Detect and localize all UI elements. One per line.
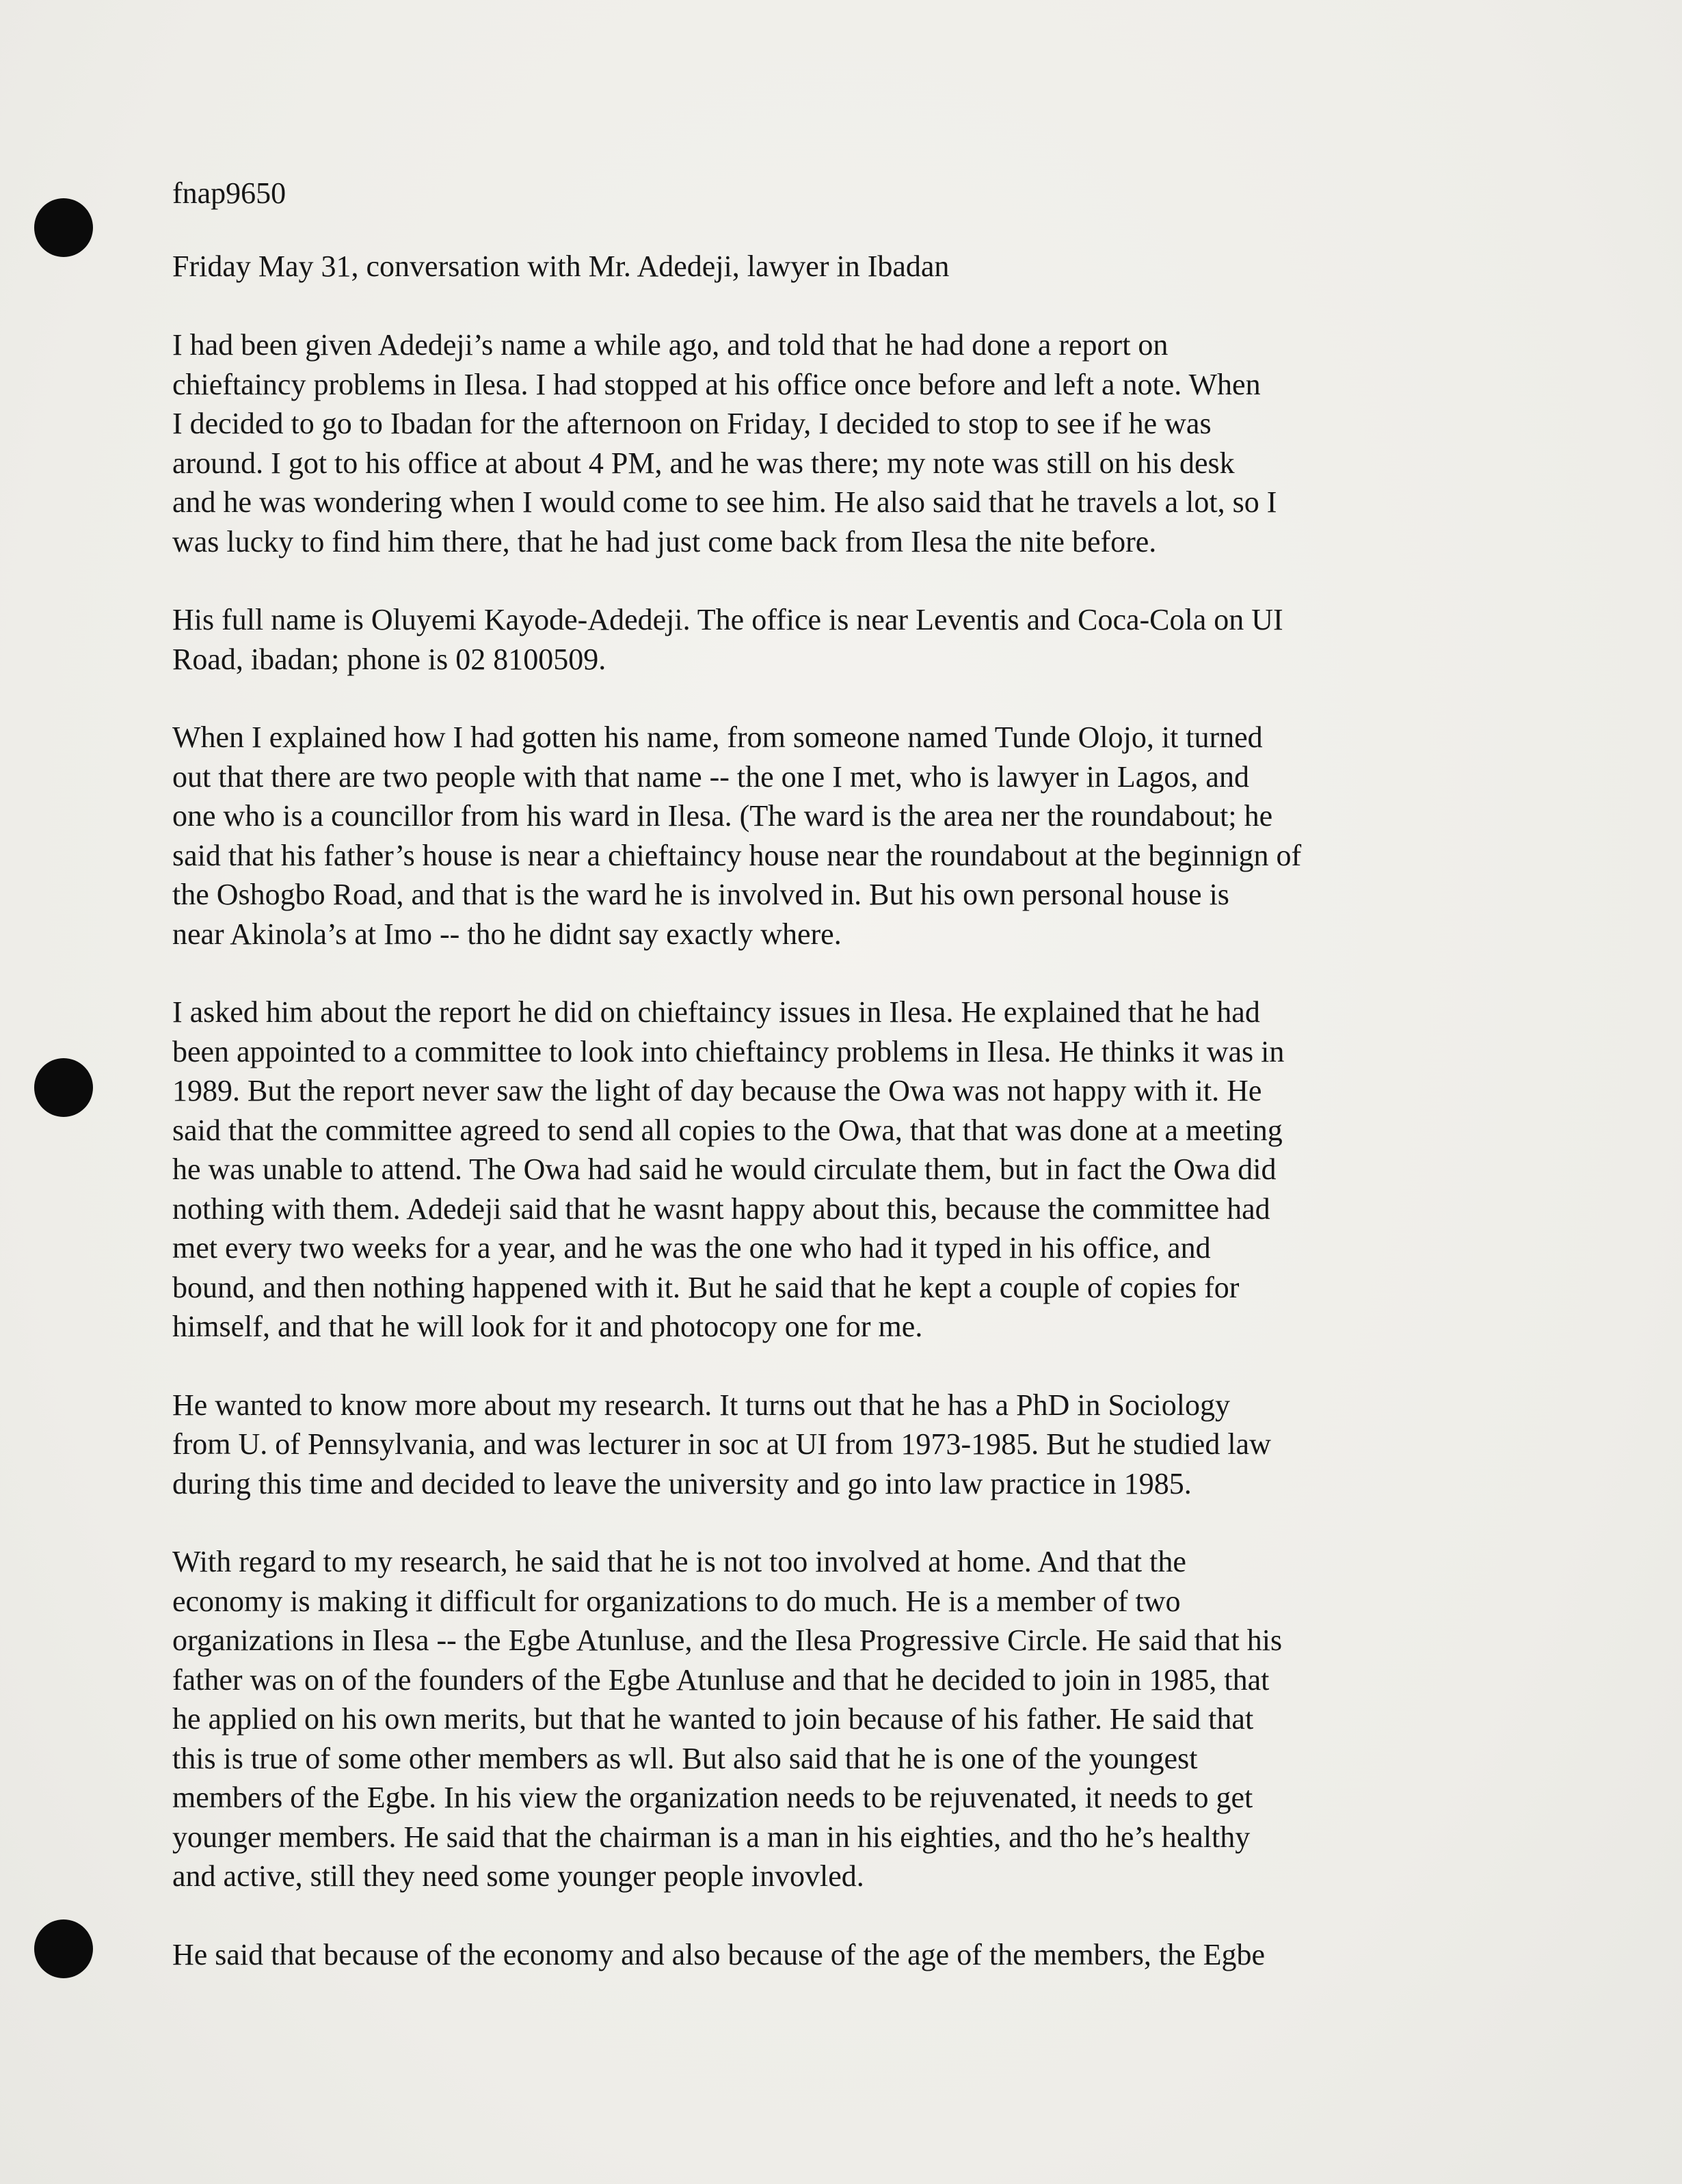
paragraph-line: chieftaincy problems in Ilesa. I had stopped at his office once before and left a note. When: [172, 367, 1261, 401]
paragraph-line: himself, and that he will look for it and photocopy one for me.: [172, 1310, 923, 1343]
document-heading: Friday May 31, conversation with Mr. Adedeji, lawyer in Ibadan: [172, 250, 950, 283]
paragraph-line: around. I got to his office at about 4 PM, and he was there; my note was still on his desk: [172, 446, 1235, 480]
paragraph-line: one who is a councillor from his ward in Ilesa. (The ward is the area ner the roundabout; he: [172, 799, 1273, 833]
paragraph-line: and he was wondering when I would come to see him. He also said that he travels a lot, so I: [172, 485, 1277, 519]
paragraph-line: met every two weeks for a year, and he was the one who had it typed in his office, and: [172, 1231, 1211, 1265]
paragraph-line: he was unable to attend. The Owa had said he would circulate them, but in fact the Owa did: [172, 1152, 1277, 1186]
paragraph-line: He wanted to know more about my research. It turns out that he has a PhD in Sociology: [172, 1388, 1231, 1422]
paragraph-line: When I explained how I had gotten his name, from someone named Tunde Olojo, it turned: [172, 720, 1263, 754]
paragraph-line: He said that because of the economy and also because of the age of the members, the Egbe: [172, 1937, 1266, 1971]
paragraph-line: this is true of some other members as wll. But also said that he is one of the youngest: [172, 1741, 1198, 1775]
paragraph-line: nothing with them. Adedeji said that he wasnt happy about this, because the committee had: [172, 1191, 1270, 1226]
punch-hole: [34, 1919, 93, 1978]
paragraph-line: father was on of the founders of the Egbe Atunluse and that he decided to join in 1985, that: [172, 1662, 1270, 1697]
paragraph-3: [172, 718, 1485, 954]
paragraph-1: [172, 325, 1485, 561]
paragraph-line: bound, and then nothing happened with it. But he said that he kept a couple of copies for: [172, 1270, 1240, 1304]
paragraph-line: said that his father’s house is near a chieftaincy house near the roundabout at the beginnign of: [172, 838, 1302, 872]
paragraph-line: during this time and decided to leave the university and go into law practice in 1985.: [172, 1466, 1192, 1500]
paragraph-7: [172, 1935, 1485, 1975]
paragraph-line: economy is making it difficult for organizations to do much. He is a member of two: [172, 1584, 1181, 1618]
paragraph-4: [172, 993, 1485, 1347]
paragraph-line: I had been given Adedeji’s name a while ago, and told that he had done a report on: [172, 328, 1169, 362]
document-body: [172, 174, 1485, 1974]
paragraph-line: members of the Egbe. In his view the organization needs to be rejuvenated, it needs to get: [172, 1781, 1253, 1814]
paragraph-2: [172, 600, 1485, 679]
paragraph-line: near Akinola’s at Imo -- tho he didnt say exactly where.: [172, 917, 842, 951]
paragraph-line: the Oshogbo Road, and that is the ward he is involved in. But his own personal house is: [172, 878, 1229, 911]
paragraph-line: from U. of Pennsylvania, and was lecturer in soc at UI from 1973-1985. But he studied law: [172, 1427, 1271, 1461]
paragraph-6: [172, 1542, 1485, 1896]
paragraph-line: With regard to my research, he said that he is not too involved at home. And that the: [172, 1545, 1186, 1578]
punch-hole: [34, 1058, 93, 1117]
paragraph-line: out that there are two people with that name -- the one I met, who is lawyer in Lagos, and: [172, 759, 1249, 794]
paragraph-line: I decided to go to Ibadan for the afternoon on Friday, I decided to stop to see if he was: [172, 407, 1212, 440]
paragraph-line: he applied on his own merits, but that he wanted to join because of his father. He said that: [172, 1702, 1254, 1736]
punch-hole: [34, 198, 93, 257]
paragraph-line: said that the committee agreed to send all copies to the Owa, that that was done at a meeting: [172, 1113, 1283, 1147]
document-id: fnap9650: [172, 176, 286, 210]
paragraph-line: 1989. But the report never saw the light of day because the Owa was not happy with it. He: [172, 1074, 1262, 1107]
paragraph-line: organizations in Ilesa -- the Egbe Atunluse, and the Ilesa Progressive Circle. He said that his: [172, 1623, 1283, 1657]
paragraph-line: was lucky to find him there, that he had just come back from Ilesa the nite before.: [172, 524, 1157, 558]
paragraph-line: younger members. He said that the chairman is a man in his eighties, and tho he’s healthy: [172, 1820, 1251, 1854]
paragraph-line: I asked him about the report he did on chieftaincy issues in Ilesa. He explained that he had: [172, 995, 1260, 1029]
paragraph-5: [172, 1386, 1485, 1504]
paragraph-line: and active, still they need some younger people invovled.: [172, 1859, 864, 1893]
paragraph-line: been appointed to a committee to look into chieftaincy problems in Ilesa. He thinks it was in: [172, 1034, 1285, 1068]
paragraph-line: Road, ibadan; phone is 02 8100509.: [172, 642, 606, 676]
paragraph-line: His full name is Oluyemi Kayode-Adedeji. The office is near Leventis and Coca-Cola on UI: [172, 603, 1283, 636]
